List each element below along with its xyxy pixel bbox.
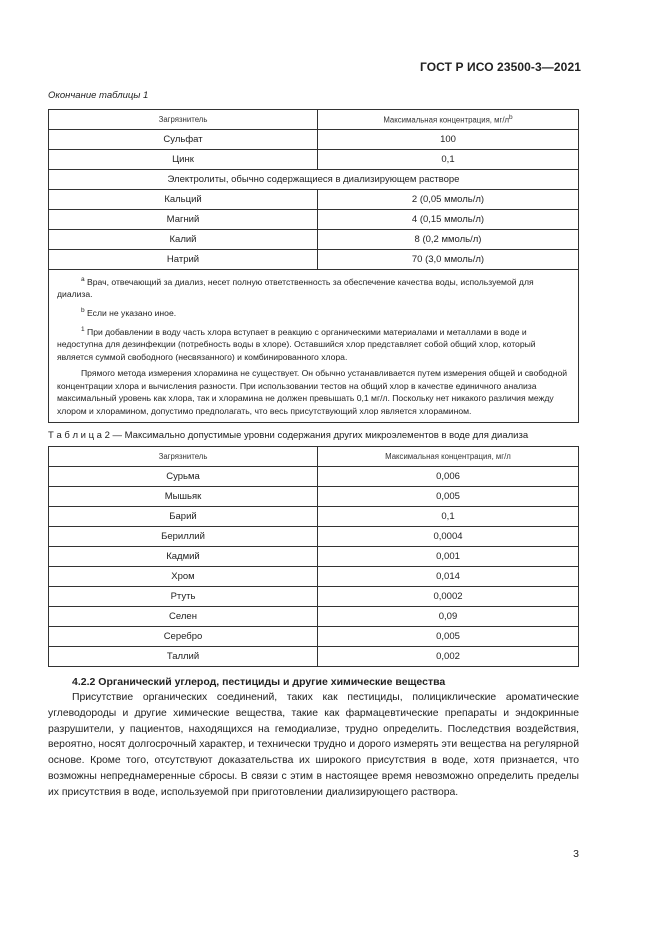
section-body [48,690,579,801]
electrolytes-heading: Электролиты, обычно содержащиеся в диализирующем растворе [49,170,579,190]
table-row [49,130,579,150]
cell-concentration: 0,006 [318,467,579,487]
cell-concentration: 0,0002 [318,587,579,607]
table2-col-concentration: Максимальная концентрация, мг/л [318,447,579,467]
cell-concentration: 0,1 [318,150,579,170]
footnote-a: $^a$ Врач, отвечающий за диализ, несет полную ответственность за обеспечение качества воды, используемой для диализа. [57,276,534,300]
table1 [48,109,579,423]
cell-concentration: 0,1 [318,507,579,527]
footnote-1: $^1$ При добавлении в воду часть хлора вступает в реакцию с органическими материалами и металлами в воде и недоступна для дезинфекции (потребность воды в хлоре). Оставшийся хлор представляет собой общий хлор, который является суммой свободного (несвязанного) и комбинированного хлора. [57,325,536,362]
table-row [49,230,579,250]
table2-col-contaminant: Загрязнитель [49,447,318,467]
cell-contaminant: Сульфат [49,130,318,150]
document-id: ГОСТ Р ИСО 23500-3—2021 [419,60,581,74]
table-row [49,607,579,627]
cell-concentration: 0,014 [318,567,579,587]
table-row [49,190,579,210]
cell-contaminant: Кальций [49,190,318,210]
section-paragraph: Присутствие органических соединений, таких как пестициды, полициклические ароматические углеводороды и другие химические вещества, такие как фармацевтические препараты и эндокринные разрушители, у пациентов, находящихся на гемодиализе, трудно определить. Последствия воздействия, вероятно, носят долгосрочный характер, и технически трудно и дорого измерять эти вещества на регулярной основе. Кроме того, отсутствуют доказательства их широкого присутствия в воде, хотя признается, что возможны непреднамеренные сбросы. В связи с этим в настоящее время невозможно определить пределы их присутствия в воде, используемой при приготовлении диализирующего раствора. [48,692,579,798]
cell-contaminant: Цинк [49,150,318,170]
cell-concentration: 2 (0,05 ммоль/л) [318,190,579,210]
table-row [49,547,579,567]
table-row [49,250,579,270]
table-row [49,150,579,170]
table-row [49,567,579,587]
table-row [49,210,579,230]
cell-contaminant: Магний [49,210,318,230]
cell-contaminant: Хром [49,567,318,587]
table1-col-concentration: Максимальная концентрация, $мг/л^b$ [318,110,579,130]
cell-concentration: 70 (3,0 ммоль/л) [318,250,579,270]
section-title: 4.2.2 Органический углерод, пестициды и другие химические вещества [72,676,446,688]
cell-contaminant: Бериллий [49,527,318,547]
table-row [49,467,579,487]
cell-contaminant: Кадмий [49,547,318,567]
table-row [49,487,579,507]
cell-concentration: 8 (0,2 ммоль/л) [318,230,579,250]
cell-contaminant: Таллий [49,647,318,667]
table-row [49,527,579,547]
table1-caption: Окончание таблицы 1 [48,90,149,101]
page-number: 3 [573,848,579,860]
footnote-chloramine: Прямого метода измерения хлорамина не существует. Он обычно устанавливается путем измерения общей и свободной концентрации хлора и вычисления разности. При использовании тестов на общий хлор в качестве единичного анализа максимальный уровень как хлора, так и хлорамина не должен превышать 0,1 мг/л. Поскольку нет никакого различия между хлором и хлорамином, допустимо предполагать, что весь присутствующий хлор является хлорамином. [57,368,568,416]
footnote-b: $^b$ Если не указано иное. [81,307,177,318]
table1-header-row [49,110,579,130]
cell-contaminant: Серебро [49,627,318,647]
table-row [49,647,579,667]
cell-contaminant: Калий [49,230,318,250]
table1-col-contaminant: Загрязнитель [49,110,318,130]
table-row [49,627,579,647]
table-row [49,587,579,607]
table-row [49,507,579,527]
cell-concentration: 4 (0,15 ммоль/л) [318,210,579,230]
cell-contaminant: Барий [49,507,318,527]
cell-concentration: 0,005 [318,487,579,507]
table2-header-row [49,447,579,467]
cell-concentration: 100 [318,130,579,150]
cell-concentration: 0,002 [318,647,579,667]
table1-notes [49,270,579,423]
table2-caption: Т а б л и ц а 2 — Максимально допустимые уровни содержания других микроэлементов в воде для диализа [48,430,529,441]
cell-concentration: 0,0004 [318,527,579,547]
cell-contaminant: Ртуть [49,587,318,607]
cell-concentration: 0,005 [318,627,579,647]
cell-contaminant: Натрий [49,250,318,270]
cell-concentration: 0,09 [318,607,579,627]
table2 [48,446,579,667]
cell-contaminant: Мышьяк [49,487,318,507]
table1-section-row [49,170,579,190]
cell-concentration: 0,001 [318,547,579,567]
cell-contaminant: Селен [49,607,318,627]
table1-notes-row [49,270,579,423]
cell-contaminant: Сурьма [49,467,318,487]
